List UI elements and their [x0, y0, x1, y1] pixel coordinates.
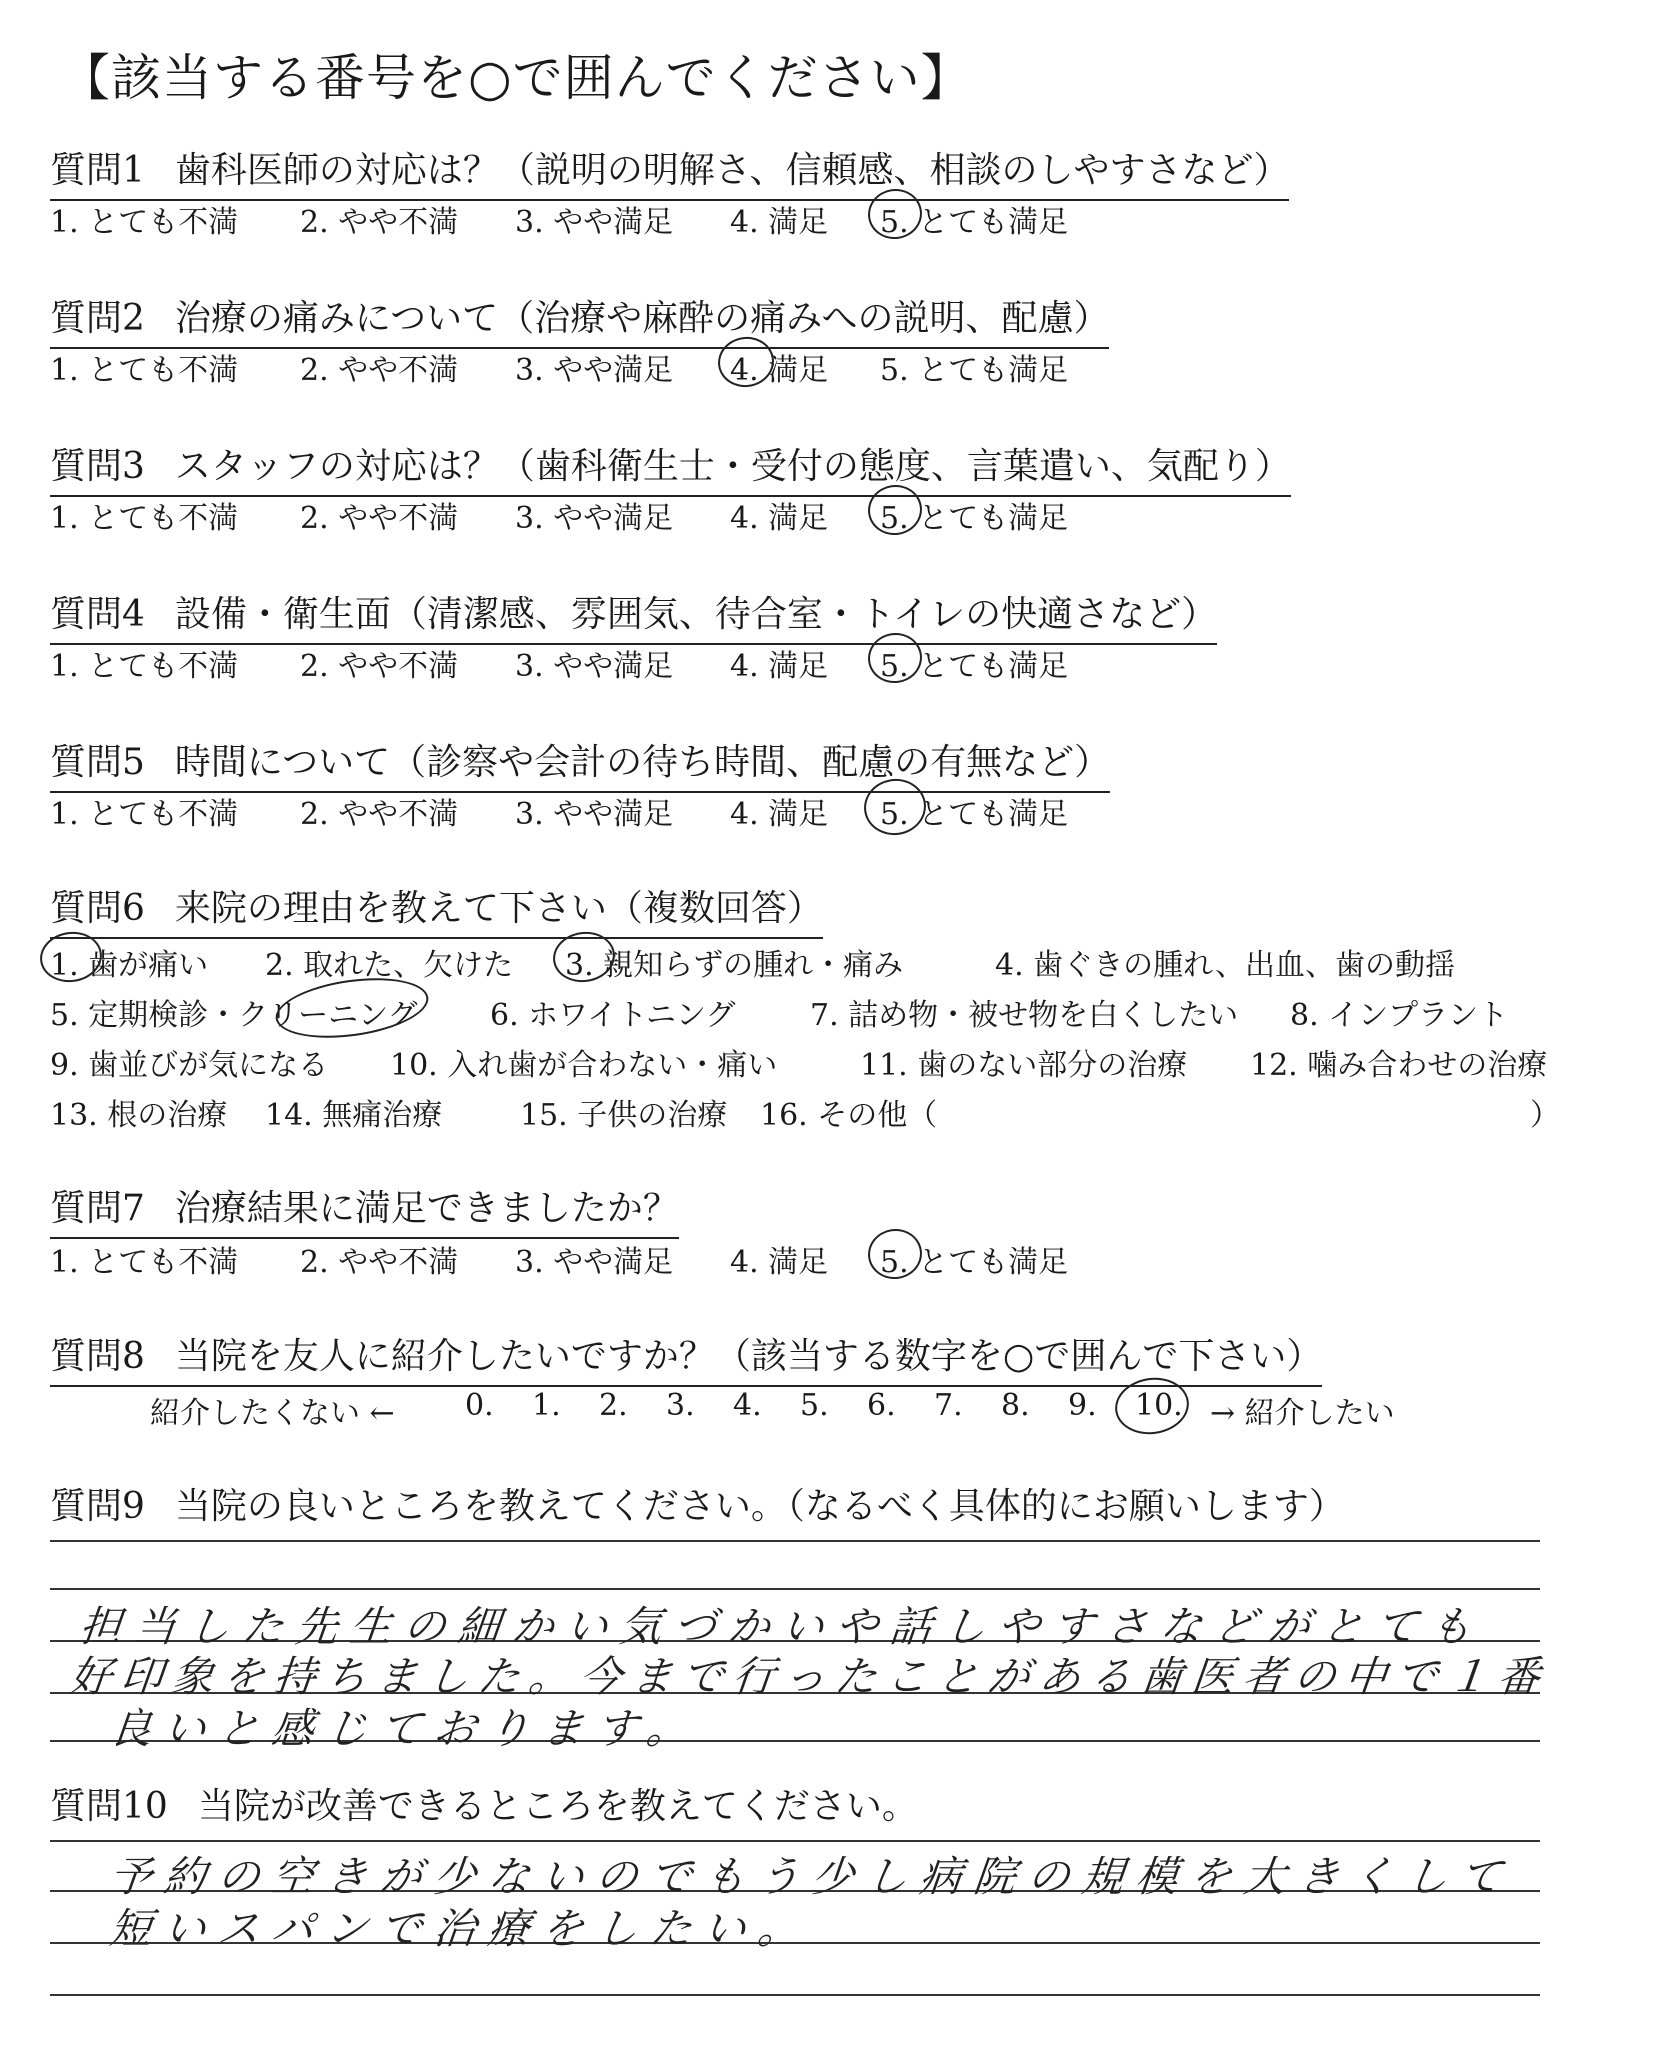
q9-answer-line-1[interactable]: 担当した先生の細かい気づかいや話しやすさなどがとても — [77, 1602, 1487, 1651]
q10-line-1 — [50, 1840, 1540, 1842]
q6-option-5[interactable]: 5. 定期検診・クリーニング — [50, 998, 418, 1033]
q6-option-8[interactable]: 8. インプラント — [1290, 998, 1509, 1033]
question-1-number: 質問1 — [50, 150, 145, 191]
q8-scale-5[interactable]: 5. — [800, 1388, 829, 1423]
question-8-text: 当院を友人に紹介したいですか？（該当する数字を○で囲んで下さい） — [174, 1336, 1323, 1377]
question-10 — [50, 1778, 918, 1829]
q6-option-3[interactable]: 3. 親知らずの腫れ・痛み — [565, 948, 904, 983]
q9-line-2 — [50, 1588, 1540, 1590]
q8-scale-4[interactable]: 4. — [733, 1388, 762, 1423]
question-7-text: 治療結果に満足できましたか？ — [174, 1188, 679, 1229]
question-9-text: 当院の良いところを教えてください。（なるべく具体的にお願いします） — [174, 1486, 1345, 1527]
q10-answer-line-1[interactable]: 予約の空きが少ないのでもう少し病院の規模を大きくして — [107, 1852, 1517, 1901]
q6-option-10[interactable]: 10. 入れ歯が合わない・痛い — [390, 1048, 778, 1083]
q4-option-5[interactable]: 5. とても満足 — [880, 649, 1069, 684]
q1-option-5[interactable]: 5. とても満足 — [880, 205, 1069, 240]
page-title: 【該当する番号を○で囲んでください】 — [60, 49, 972, 107]
q5-option-1[interactable]: 1. とても不満 — [50, 797, 239, 832]
q7-option-2[interactable]: 2. やや不満 — [300, 1245, 459, 1280]
question-5 — [50, 734, 1110, 793]
q2-option-4[interactable]: 4. 満足 — [730, 353, 829, 388]
q6-option-4[interactable]: 4. 歯ぐきの腫れ、出血、歯の動揺 — [995, 948, 1455, 983]
question-4 — [50, 586, 1217, 645]
q4-option-3[interactable]: 3. やや満足 — [515, 649, 674, 684]
q2-option-2[interactable]: 2. やや不満 — [300, 353, 459, 388]
q8-scale-10[interactable]: 10. — [1135, 1388, 1183, 1423]
q7-option-1[interactable]: 1. とても不満 — [50, 1245, 239, 1280]
question-4-number: 質問4 — [50, 594, 145, 635]
question-6 — [50, 880, 823, 939]
q1-option-4[interactable]: 4. 満足 — [730, 205, 829, 240]
q6-option-11[interactable]: 11. 歯のない部分の治療 — [860, 1048, 1188, 1083]
q5-option-2[interactable]: 2. やや不満 — [300, 797, 459, 832]
q1-option-2[interactable]: 2. やや不満 — [300, 205, 459, 240]
question-2-number: 質問2 — [50, 298, 145, 339]
q6-option-9[interactable]: 9. 歯並びが気になる — [50, 1048, 329, 1083]
q4-option-4[interactable]: 4. 満足 — [730, 649, 829, 684]
q8-scale-6[interactable]: 6. — [867, 1388, 896, 1423]
question-3 — [50, 438, 1291, 497]
question-4-text: 設備・衛生面（清潔感、雰囲気、待合室・トイレの快適さなど） — [174, 594, 1218, 635]
q4-option-1[interactable]: 1. とても不満 — [50, 649, 239, 684]
q8-left-label: 紹介したくない ← — [150, 1396, 395, 1431]
question-2-text: 治療の痛みについて（治療や麻酔の痛みへの説明、配慮） — [174, 298, 1110, 339]
q4-option-2[interactable]: 2. やや不満 — [300, 649, 459, 684]
q3-option-3[interactable]: 3. やや満足 — [515, 501, 674, 536]
question-10-number: 質問10 — [50, 1786, 168, 1827]
q8-scale-7[interactable]: 7. — [934, 1388, 963, 1423]
q5-option-3[interactable]: 3. やや満足 — [515, 797, 674, 832]
q7-option-3[interactable]: 3. やや満足 — [515, 1245, 674, 1280]
q9-answer-line-3[interactable]: 良いと感じております。 — [107, 1704, 703, 1753]
q9-line-1 — [50, 1540, 1540, 1542]
q2-option-5[interactable]: 5. とても満足 — [880, 353, 1069, 388]
q3-option-5[interactable]: 5. とても満足 — [880, 501, 1069, 536]
q10-answer-line-2[interactable]: 短いスパンで治療をしたい。 — [107, 1904, 815, 1953]
q5-option-5[interactable]: 5. とても満足 — [880, 797, 1069, 832]
question-6-number: 質問6 — [50, 888, 145, 929]
question-2 — [50, 290, 1109, 349]
q9-answer-line-2[interactable]: 好印象を持ちました。今まで行ったことがある歯医者の中で１番 — [67, 1652, 1552, 1701]
q6-option-1[interactable]: 1. 歯が痛い — [50, 948, 209, 983]
question-10-text: 当院が改善できるところを教えてください。 — [197, 1786, 918, 1827]
q6-option-13[interactable]: 13. 根の治療 — [50, 1098, 228, 1133]
question-3-text: スタッフの対応は？（歯科衛生士・受付の態度、言葉遣い、気配り） — [174, 446, 1291, 487]
q10-line-4 — [50, 1994, 1540, 1996]
q5-option-4[interactable]: 4. 満足 — [730, 797, 829, 832]
q2-option-1[interactable]: 1. とても不満 — [50, 353, 239, 388]
q6-option-6[interactable]: 6. ホワイトニング — [490, 998, 736, 1033]
q8-right-label: → 紹介したい — [1210, 1396, 1395, 1431]
q1-option-3[interactable]: 3. やや満足 — [515, 205, 674, 240]
q3-option-2[interactable]: 2. やや不満 — [300, 501, 459, 536]
q1-option-1[interactable]: 1. とても不満 — [50, 205, 239, 240]
question-9 — [50, 1478, 1345, 1529]
q6-option-15[interactable]: 15. 子供の治療 — [520, 1098, 728, 1133]
question-8 — [50, 1328, 1322, 1387]
question-5-text: 時間について（診察や会計の待ち時間、配慮の有無など） — [174, 742, 1111, 783]
q6-option-14[interactable]: 14. 無痛治療 — [265, 1098, 443, 1133]
q3-option-4[interactable]: 4. 満足 — [730, 501, 829, 536]
question-6-text: 来院の理由を教えて下さい（複数回答） — [174, 888, 823, 929]
q7-option-5[interactable]: 5. とても満足 — [880, 1245, 1069, 1280]
q6-option-16[interactable]: 16. その他（ — [760, 1098, 938, 1133]
q8-scale-0[interactable]: 0. — [465, 1388, 494, 1423]
question-5-number: 質問5 — [50, 742, 145, 783]
question-7-number: 質問7 — [50, 1188, 145, 1229]
q2-option-3[interactable]: 3. やや満足 — [515, 353, 674, 388]
question-1 — [50, 142, 1289, 201]
q8-scale-8[interactable]: 8. — [1001, 1388, 1030, 1423]
question-6-options — [50, 940, 1610, 1133]
q8-scale-2[interactable]: 2. — [599, 1388, 628, 1423]
q6-option-2[interactable]: 2. 取れた、欠けた — [265, 948, 514, 983]
question-9-number: 質問9 — [50, 1486, 145, 1527]
question-8-number: 質問8 — [50, 1336, 145, 1377]
q7-option-4[interactable]: 4. 満足 — [730, 1245, 829, 1280]
q6-option-16-close: ） — [1530, 1098, 1560, 1133]
question-1-text: 歯科医師の対応は？（説明の明解さ、信頼感、相談のしやすさなど） — [174, 150, 1290, 191]
q3-option-1[interactable]: 1. とても不満 — [50, 501, 239, 536]
q6-option-12[interactable]: 12. 噛み合わせの治療 — [1250, 1048, 1548, 1083]
q8-scale-1[interactable]: 1. — [532, 1388, 561, 1423]
question-7 — [50, 1180, 679, 1239]
q8-scale-3[interactable]: 3. — [666, 1388, 695, 1423]
question-3-number: 質問3 — [50, 446, 145, 487]
q8-scale-9[interactable]: 9. — [1068, 1388, 1097, 1423]
q6-option-7[interactable]: 7. 詰め物・被せ物を白くしたい — [810, 998, 1239, 1033]
